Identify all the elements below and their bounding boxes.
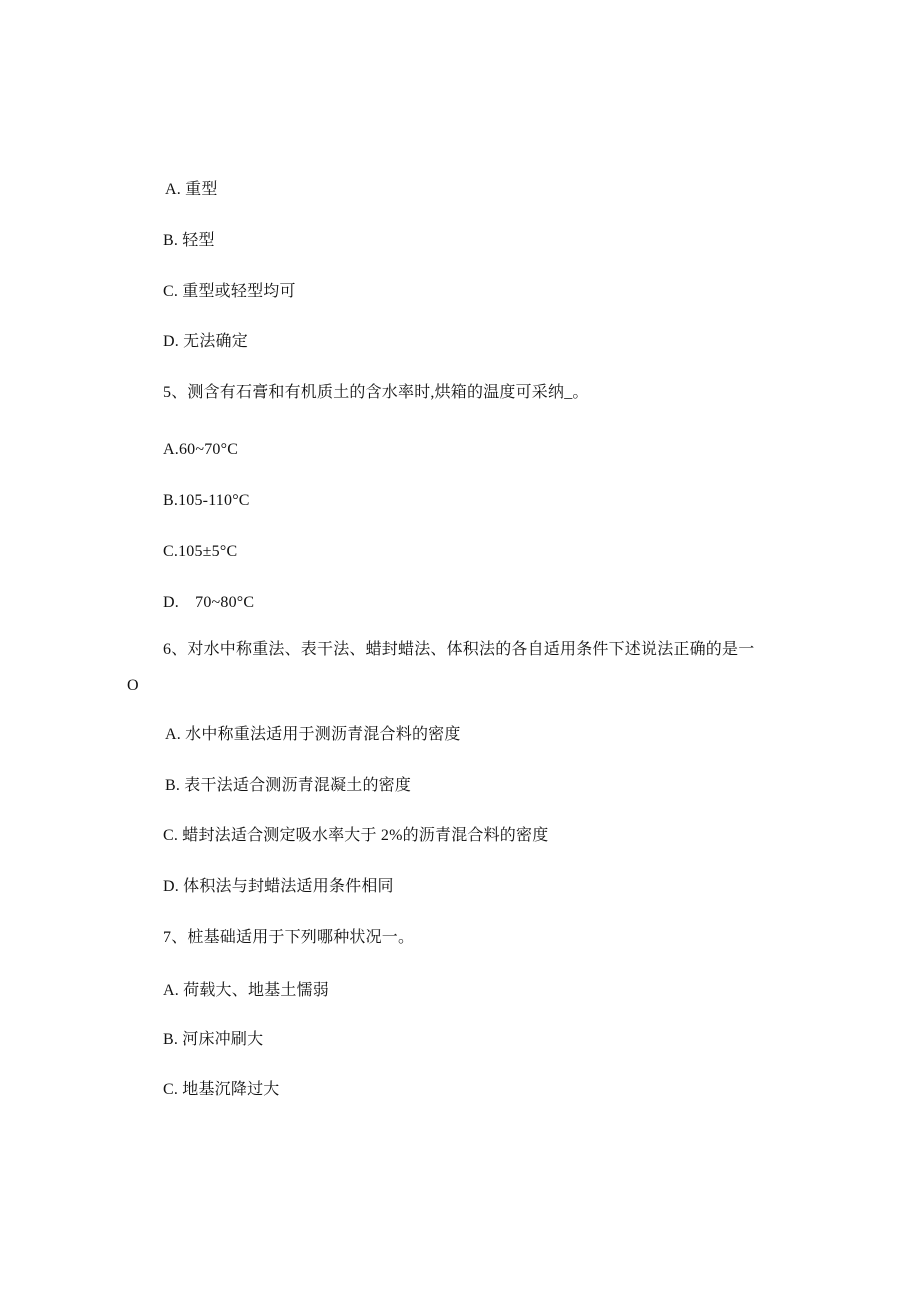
q4-option-d: D. 无法确定 bbox=[163, 333, 248, 350]
q5-option-a: A.60~70°C bbox=[163, 441, 239, 458]
q6-stem-line2: O bbox=[127, 677, 139, 694]
q7-option-c: C. 地基沉降过大 bbox=[163, 1081, 280, 1098]
q6-stem-line1: 6、对水中称重法、表干法、蜡封蜡法、体积法的各自适用条件下述说法正确的是一 bbox=[163, 641, 755, 658]
q7-stem: 7、桩基础适用于下列哪种状况一。 bbox=[163, 929, 415, 946]
q7-option-b: B. 河床冲刷大 bbox=[163, 1031, 264, 1048]
q4-option-c: C. 重型或轻型均可 bbox=[163, 283, 296, 300]
q4-option-b: B. 轻型 bbox=[163, 232, 215, 249]
q6-option-b: B. 表干法适合测沥青混凝土的密度 bbox=[165, 777, 412, 794]
q5-option-b: B.105-110°C bbox=[163, 492, 250, 509]
q5-option-d: D. 70~80°C bbox=[163, 594, 255, 611]
q6-option-d: D. 体积法与封蜡法适用条件相同 bbox=[163, 878, 394, 895]
q6-option-a: A. 水中称重法适用于测沥青混合料的密度 bbox=[165, 726, 461, 743]
q5-stem: 5、测含有石膏和有机质土的含水率时,烘箱的温度可采纳_。 bbox=[163, 384, 589, 401]
q6-option-c: C. 蜡封法适合测定吸水率大于 2%的沥青混合料的密度 bbox=[163, 827, 549, 844]
q4-option-a: A. 重型 bbox=[165, 181, 218, 198]
q7-option-a: A. 荷载大、地基土懦弱 bbox=[163, 982, 329, 999]
q5-option-c: C.105±5°C bbox=[163, 543, 238, 560]
